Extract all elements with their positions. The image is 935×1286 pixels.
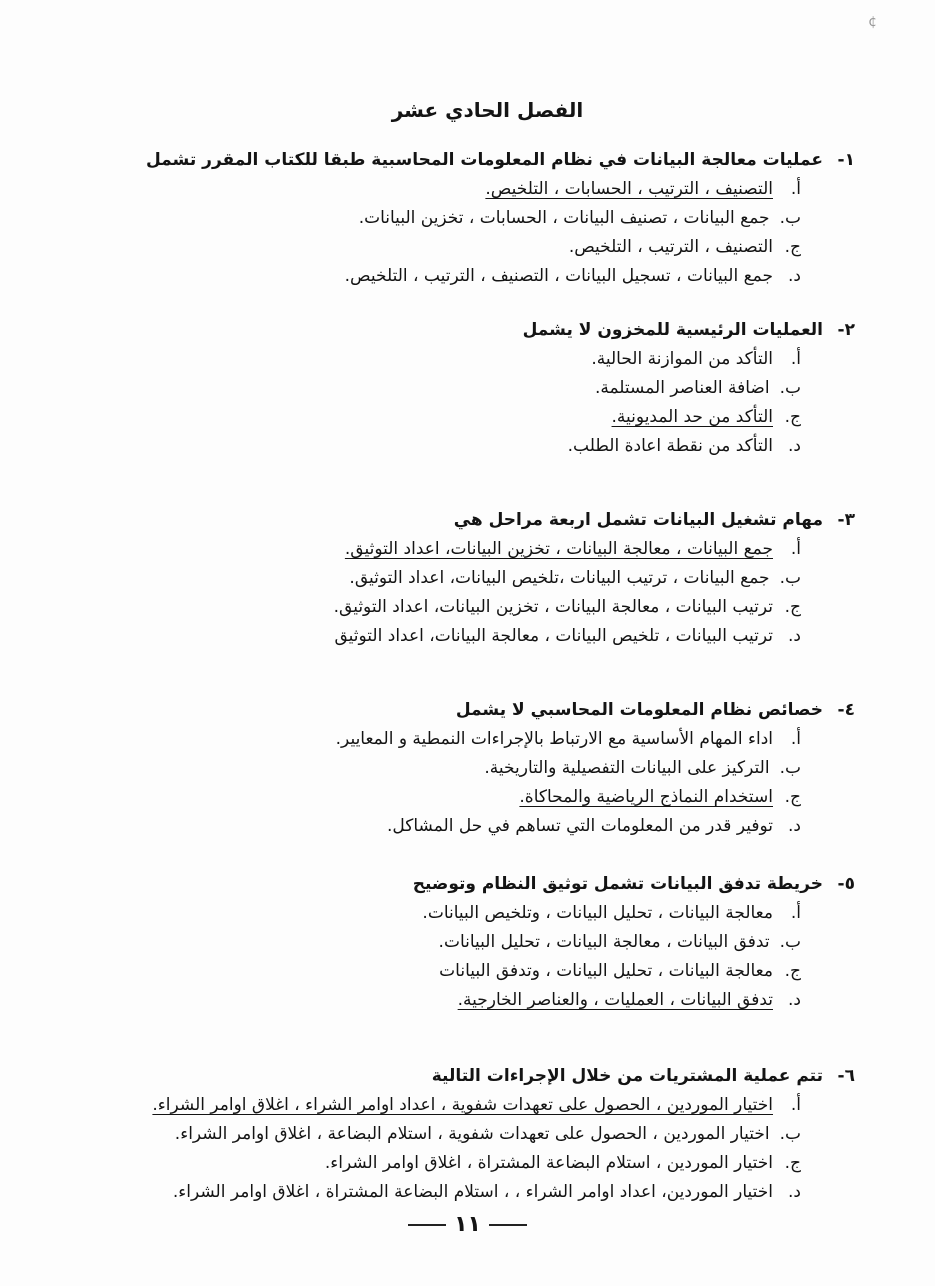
question-4 <box>135 696 855 841</box>
option-letter: د. <box>788 990 801 1010</box>
question-text: العمليات الرئيسية للمخزون لا يشمل <box>522 320 823 340</box>
question-number: ٦- <box>837 1066 855 1086</box>
option-b <box>135 564 855 593</box>
option-b <box>135 204 855 233</box>
option-text: التركيز على البيانات التفصيلية والتاريخية. <box>484 758 770 778</box>
option-letter: ب. <box>779 568 801 588</box>
option-c <box>135 233 855 262</box>
option-text: استخدام النماذج الرياضية والمحاكاة. <box>519 787 773 807</box>
option-letter: ج. <box>784 407 801 427</box>
option-letter: أ. <box>790 729 801 749</box>
question-text: تتم عملية المشتريات من خلال الإجراءات التالية <box>431 1066 823 1086</box>
option-letter: ج. <box>784 787 801 807</box>
page-number-text: ١١ <box>454 1212 481 1237</box>
option-a <box>135 345 855 374</box>
option-letter: د. <box>788 626 801 646</box>
page-number <box>0 1212 935 1237</box>
option-letter: ب. <box>779 378 801 398</box>
question-text: خصائص نظام المعلومات المحاسبي لا يشمل <box>455 700 823 720</box>
option-letter: أ. <box>790 179 801 199</box>
option-d <box>135 1178 855 1207</box>
question-line <box>135 146 855 175</box>
option-letter: د. <box>788 436 801 456</box>
option-letter: أ. <box>790 1095 801 1115</box>
option-text: جمع البيانات ، ترتيب البيانات ،تلخيص البيانات، اعداد التوثيق. <box>349 568 770 588</box>
option-a-correct <box>135 1091 855 1120</box>
question-number: ٤- <box>837 700 855 720</box>
option-a-correct <box>135 535 855 564</box>
question-2 <box>135 316 855 461</box>
option-letter: د. <box>788 1182 801 1202</box>
option-text: اداء المهام الأساسية مع الارتباط بالإجراءات النمطية و المعايير. <box>335 729 773 749</box>
option-letter: أ. <box>790 349 801 369</box>
question-text: مهام تشغيل البيانات تشمل اربعة مراحل هي <box>453 510 823 530</box>
option-letter: ج. <box>784 597 801 617</box>
question-line <box>135 316 855 345</box>
question-line <box>135 1062 855 1091</box>
option-text: اختيار الموردين، اعداد اوامر الشراء ، ، استلام البضاعة المشتراة ، اغلاق اوامر الشراء. <box>172 1182 773 1202</box>
option-text: اختيار الموردين ، استلام البضاعة المشتراة ، اغلاق اوامر الشراء. <box>324 1153 773 1173</box>
option-b <box>135 1120 855 1149</box>
question-1 <box>135 146 855 291</box>
option-text: التأكد من نقطة اعادة الطلب. <box>567 436 773 456</box>
question-line <box>135 696 855 725</box>
question-line <box>135 506 855 535</box>
option-text: اضافة العناصر المستلمة. <box>594 378 770 398</box>
option-text: تدفق البيانات ، العمليات ، والعناصر الخارجية. <box>457 990 773 1010</box>
option-text: معالجة البيانات ، تحليل البيانات ، وتدفق البيانات <box>439 961 773 981</box>
question-number: ٢- <box>837 320 855 340</box>
option-text: توفير قدر من المعلومات التي تساهم في حل المشاكل. <box>386 816 773 836</box>
option-letter: ب. <box>779 758 801 778</box>
option-d-correct <box>135 986 855 1015</box>
option-text: تدفق البيانات ، معالجة البيانات ، تحليل البيانات. <box>438 932 770 952</box>
question-number: ١- <box>837 150 855 170</box>
option-c <box>135 593 855 622</box>
question-line <box>135 870 855 899</box>
option-letter: ب. <box>779 932 801 952</box>
option-c <box>135 1149 855 1178</box>
option-text: التصنيف ، الترتيب ، التلخيص. <box>568 237 773 257</box>
corner-mark: ¢ <box>868 14 877 30</box>
option-a-correct <box>135 175 855 204</box>
option-b <box>135 374 855 403</box>
option-a <box>135 725 855 754</box>
option-text: جمع البيانات ، معالجة البيانات ، تخزين البيانات، اعداد التوثيق. <box>344 539 773 559</box>
option-c-correct <box>135 403 855 432</box>
option-text: جمع البيانات ، تصنيف البيانات ، الحسابات ، تخزين البيانات. <box>358 208 770 228</box>
option-c <box>135 957 855 986</box>
option-d <box>135 432 855 461</box>
option-letter: د. <box>788 266 801 286</box>
question-text: خريطة تدفق البيانات تشمل توثيق النظام وتوضيح <box>412 874 823 894</box>
option-d <box>135 262 855 291</box>
option-text: التصنيف ، الترتيب ، الحسابات ، التلخيص. <box>485 179 773 199</box>
option-a <box>135 899 855 928</box>
option-text: التأكد من حد المديونية. <box>611 407 773 427</box>
question-number: ٥- <box>837 874 855 894</box>
option-d <box>135 622 855 651</box>
option-c-correct <box>135 783 855 812</box>
question-text: عمليات معالجة البيانات في نظام المعلومات المحاسبية طبقا للكتاب المقرر تشمل <box>145 150 823 170</box>
option-letter: د. <box>788 816 801 836</box>
question-5 <box>135 870 855 1015</box>
option-text: اختيار الموردين ، الحصول على تعهدات شفوية ، استلام البضاعة ، اغلاق اوامر الشراء. <box>174 1124 770 1144</box>
option-letter: أ. <box>790 903 801 923</box>
option-letter: ب. <box>779 1124 801 1144</box>
option-b <box>135 754 855 783</box>
option-b <box>135 928 855 957</box>
option-text: ترتيب البيانات ، تلخيص البيانات ، معالجة البيانات، اعداد التوثيق <box>334 626 773 646</box>
option-letter: ج. <box>784 237 801 257</box>
question-3 <box>135 506 855 651</box>
option-text: اختيار الموردين ، الحصول على تعهدات شفوية ، اعداد اوامر الشراء ، اغلاق اوامر الشراء. <box>152 1095 773 1115</box>
option-text: ترتيب البيانات ، معالجة البيانات ، تخزين البيانات، اعداد التوثيق. <box>333 597 773 617</box>
option-letter: ج. <box>784 1153 801 1173</box>
option-text: التأكد من الموازنة الحالية. <box>591 349 773 369</box>
question-number: ٣- <box>837 510 855 530</box>
left-dash <box>408 1224 446 1226</box>
option-text: جمع البيانات ، تسجيل البيانات ، التصنيف ، الترتيب ، التلخيص. <box>344 266 773 286</box>
option-text: معالجة البيانات ، تحليل البيانات ، وتلخيص البيانات. <box>422 903 773 923</box>
option-letter: ج. <box>784 961 801 981</box>
question-6 <box>135 1062 855 1207</box>
option-letter: أ. <box>790 539 801 559</box>
right-dash <box>489 1224 527 1226</box>
option-letter: ب. <box>779 208 801 228</box>
option-d <box>135 812 855 841</box>
chapter-title: الفصل الحادي عشر <box>391 98 584 122</box>
